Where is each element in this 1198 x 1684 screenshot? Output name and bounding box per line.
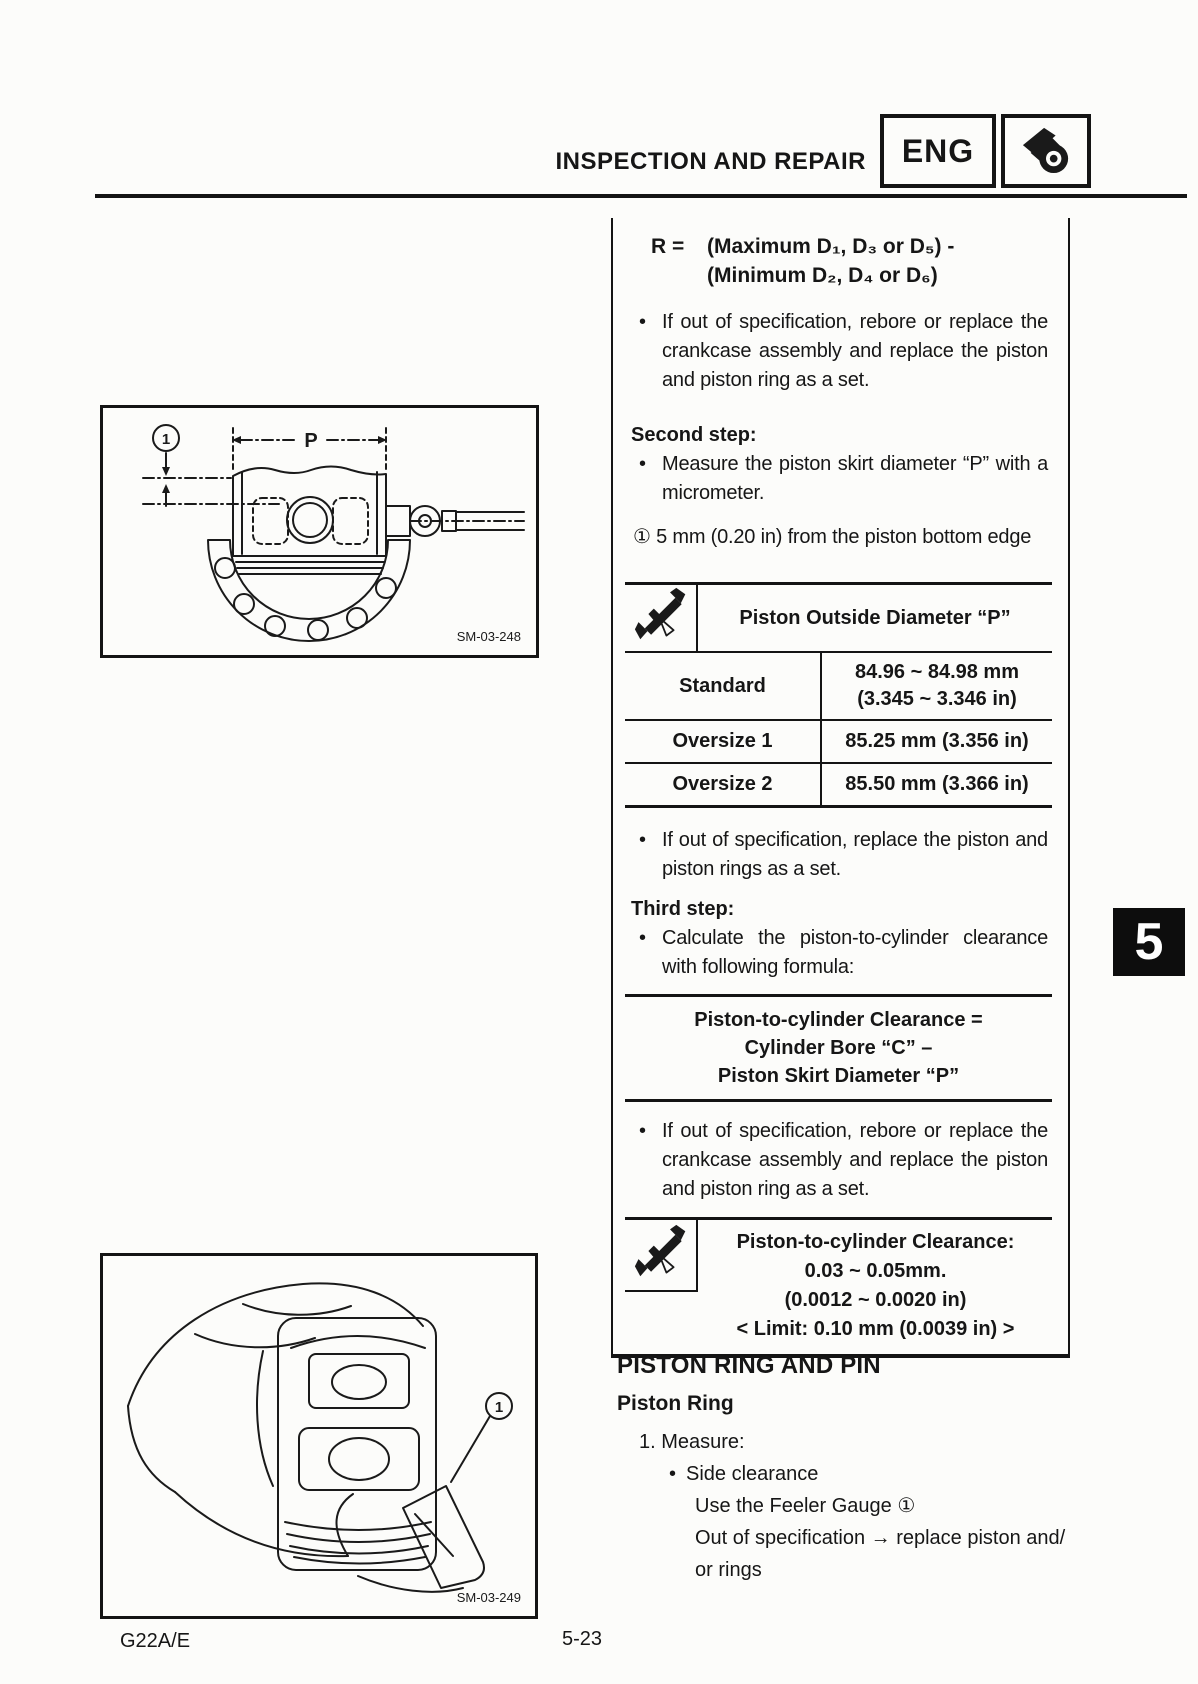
table-title: Piston Outside Diameter “P” — [698, 585, 1052, 653]
header-rule — [95, 194, 1187, 198]
callout-1-badge — [451, 1393, 512, 1482]
caliper-icon — [634, 1224, 688, 1287]
page-title: INSPECTION AND REPAIR — [555, 148, 866, 175]
footer-page-number: 5-23 — [562, 1628, 603, 1650]
engine-icon-cell — [1001, 114, 1091, 188]
callout-1-badge — [143, 425, 279, 506]
spec-values: Piston-to-cylinder Clearance: 0.03 ~ 0.05mm. (0.0012 ~ 0.0020 in) < Limit: 0.10 mm (0.0039 in) > — [736, 1231, 1015, 1340]
bullet-icon: • — [639, 453, 647, 475]
row-label: Standard — [625, 653, 822, 719]
bullet-icon: • — [639, 1120, 647, 1142]
row-value: 84.96 ~ 84.98 mm (3.345 ~ 3.346 in) — [854, 661, 1019, 710]
radial-wear-formula — [625, 232, 1052, 290]
step-item: 1. Measure: — [639, 1431, 745, 1453]
column-content — [613, 232, 1068, 1354]
table-row — [625, 653, 1052, 719]
eng-badge — [880, 114, 1091, 188]
row-value: 85.50 mm (3.366 in) — [845, 773, 1029, 795]
hand-piston-drawing — [103, 1256, 529, 1610]
clearance-formula-box: Piston-to-cylinder Clearance = Cylinder Bore “C” – Piston Skirt Diameter “P” — [625, 994, 1052, 1102]
detail-line: Out of specification → replace piston and/ — [695, 1527, 1066, 1549]
bullet-item: • If out of specification, rebore or replace the crankcase assembly and replace the piston and piston ring as a set. — [625, 1117, 1052, 1204]
section-heading: PISTON RING AND PIN — [617, 1352, 881, 1379]
piston-drawing — [278, 1318, 436, 1570]
caliper-icon-cell — [625, 585, 698, 653]
figure-caption: SM-03-249 — [456, 1590, 521, 1605]
table-header — [625, 585, 1052, 653]
chapter-tab: 5 — [1113, 908, 1185, 976]
caliper-icon — [634, 587, 688, 650]
detail-line: or rings — [695, 1559, 762, 1581]
svg-text:1: 1 — [161, 431, 171, 448]
row-label: Oversize 2 — [625, 764, 822, 805]
figure-piston-measurement — [100, 405, 539, 658]
dimension-p — [232, 428, 387, 470]
figure-feeler-gauge — [100, 1253, 538, 1619]
piston-micrometer-drawing — [103, 408, 530, 649]
bullet-icon: • — [669, 1463, 677, 1485]
footer-model-code: G22A/E — [120, 1630, 191, 1652]
bullet-item: • If out of specification, rebore or replace the crankcase assembly and replace the piston and piston ring as a set. — [625, 308, 1052, 395]
subsection-heading: Piston Ring — [617, 1392, 734, 1415]
bullet-icon: • — [639, 829, 647, 851]
right-column — [611, 218, 1070, 1358]
note-piston-bottom-edge: ① 5 mm (0.20 in) from the piston bottom edge — [633, 526, 1032, 548]
detail-line: Use the Feeler Gauge ① — [695, 1495, 916, 1517]
table-row — [625, 762, 1052, 805]
clearance-spec-box — [625, 1217, 1052, 1354]
formula-lead: R = — [651, 235, 685, 258]
formula-lines: (Maximum D₁, D₃ or D₅) - (Minimum D₂, D₄ or D₆) — [707, 235, 955, 287]
piston-diameter-table — [625, 582, 1052, 808]
bullet-icon: • — [639, 311, 647, 333]
bullet-item: • Measure the piston skirt diameter “P” with a micrometer. — [625, 450, 1052, 508]
hand-drawing — [128, 1283, 463, 1591]
heading-second-step: Second step: — [631, 424, 757, 446]
svg-text:1: 1 — [494, 1399, 504, 1416]
eng-label: ENG — [880, 114, 996, 188]
bullet-item: • Calculate the piston-to-cylinder clearance with following formula: — [625, 924, 1052, 982]
engine-icon — [1017, 124, 1075, 179]
bullet-icon: • — [639, 927, 647, 949]
row-value: 85.25 mm (3.356 in) — [845, 730, 1029, 752]
piston-outline — [233, 467, 386, 575]
caliper-icon-cell — [625, 1220, 698, 1292]
dimension-p-label: P — [304, 430, 318, 452]
section-piston-ring-pin — [617, 1350, 1087, 1586]
bullet-item: • If out of specification, replace the piston and piston rings as a set. — [625, 826, 1052, 884]
row-label: Oversize 1 — [625, 721, 822, 762]
table-row — [625, 719, 1052, 762]
bullet-item: • Side clearance — [617, 1458, 1087, 1490]
figure-caption: SM-03-248 — [456, 629, 521, 644]
heading-third-step: Third step: — [631, 898, 735, 920]
